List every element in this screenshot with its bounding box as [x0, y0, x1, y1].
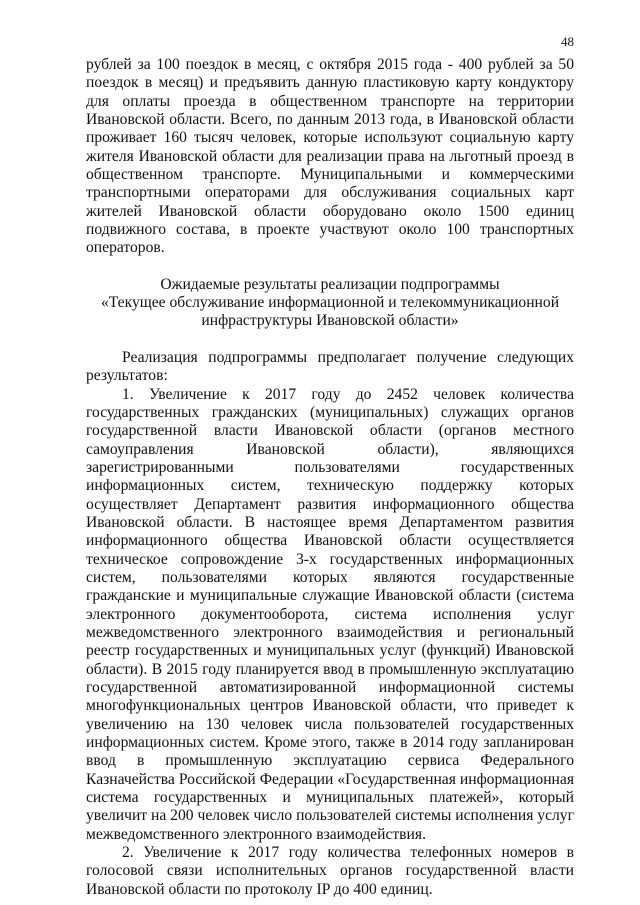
- page-number: 48: [561, 34, 574, 49]
- section-heading-line-3: инфраструктуры Ивановской области»: [201, 312, 459, 330]
- section-heading-line-1: Ожидаемые результаты реализации подпрограммы: [160, 275, 500, 293]
- document-body: [86, 56, 574, 899]
- paragraph-continued: рублей за 100 поездок в месяц, с октября 2015 года - 400 рублей за 50 поездок в месяц) и предъявить данную пластиковую карту кондуктору для оплаты проезда в общественном транспорте на территории Ивановской области. Всего, по данным 2013 года, в Ивановской области проживает 160 тысяч человек, которые используют социальную карту жителя Ивановской области для реализации права на льготный проезд в общественном транспорте. Муниципальными и коммерческими транспортными операторами для обслуживания социальных карт жителей Ивановской области оборудовано около 1500 единиц подвижного состава, в проекте участвуют около 100 транспортных операторов.: [86, 56, 574, 257]
- list-item-2: 2. Увеличение к 2017 году количества телефонных номеров в голосовой связи исполнительных органов государственной власти Ивановской области по протоколу IP до 400 единиц.: [86, 844, 574, 898]
- paragraph-intro: Реализация подпрограммы предполагает получение следующих результатов:: [86, 348, 574, 385]
- section-heading-line-2: «Текущее обслуживание информационной и телекоммуникационной: [100, 294, 560, 312]
- list-item-1: 1. Увеличение к 2017 году до 2452 человек количества государственных гражданских (муниципальных) служащих органов государственной власти Ивановской области (органов местного самоуправления Ивановской области), являющихся зарегистрированными пользователями государственных информационных систем, техническую поддержку которых осуществляет Департамент развития информационного общества Ивановской области. В настоящее время Департаментом развития информационного общества Ивановской области осуществляется техническое сопровождение 3-х государственных информационных систем, пользователями которых являются государственные гражданские и муниципальные служащие Ивановской области (система электронного документооборота, система исполнения услуг межведомственного электронного взаимодействия и региональный реестр государственных и муниципальных услуг (функций) Ивановской области). В 2015 году планируется ввод в промышленную эксплуатацию государственной автоматизированной информационной системы многофункциональных центров Ивановской области, что приведет к увеличению на 130 человек числа пользователей государственных информационных систем. Кроме этого, также в 2014 году запланирован ввод в промышленную эксплуатацию сервиса Федерального Казначейства Российской Федерации «Государственная информационная система государственных и муниципальных платежей», который увеличит на 200 человек число пользователей системы исполнения услуг межведомственного электронного взаимодействия.: [86, 385, 574, 843]
- section-heading: [86, 276, 574, 331]
